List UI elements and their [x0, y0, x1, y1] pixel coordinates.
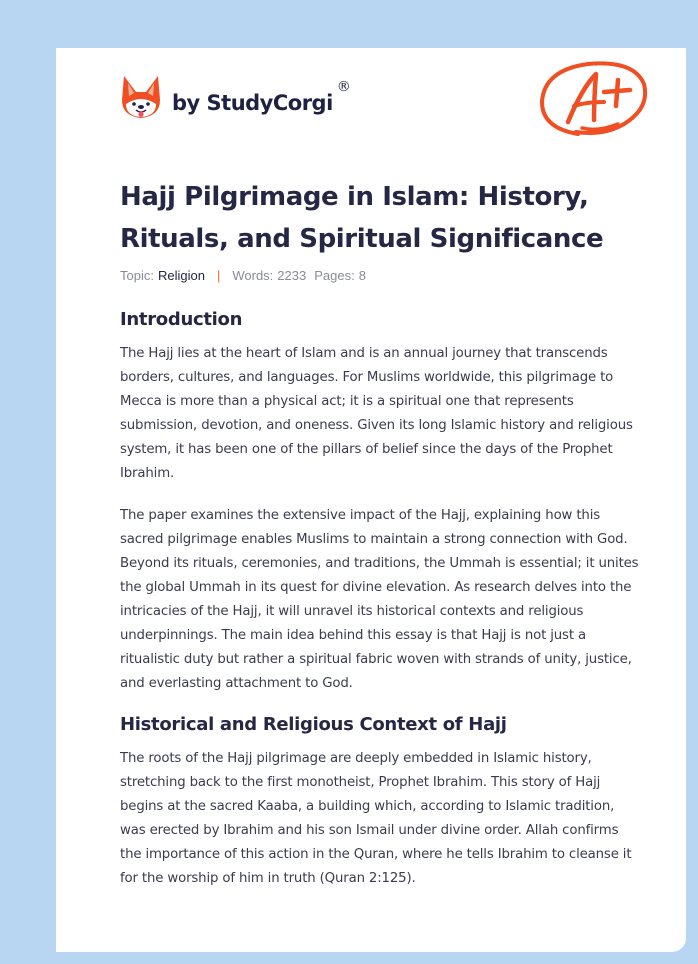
- studycorgi-logo[interactable]: [120, 74, 351, 120]
- registered-mark: ®: [336, 79, 351, 95]
- a-plus-grade-icon: [538, 58, 650, 140]
- pages-label: Pages:: [314, 268, 355, 283]
- topic-link[interactable]: Religion: [157, 268, 205, 283]
- page-title: Hajj Pilgrimage in Islam: History, Rituals, and Spiritual Significance: [120, 182, 604, 254]
- article-meta: [120, 268, 640, 283]
- topic-label: Topic:: [120, 268, 154, 283]
- corgi-logo-icon: [120, 74, 162, 120]
- document-card: [56, 48, 686, 952]
- header: [56, 48, 686, 158]
- words-count: 2233: [277, 268, 307, 283]
- paragraph: The paper examines the extensive impact of the Hajj, explaining how this sacred pilgrimage enables Muslims to maintain a strong connection with God. Beyond its rituals, ceremonies, and traditions, the Ummah is essential; it unites the global Ummah in its quest for divine elevation. As research delves into the intricacies of the Hajj, it will unravel its historical contexts and religious underpinnings. The main idea behind this essay is that Hajj is not just a ritualistic duty but rather a spiritual fabric woven with strands of unity, justice, and everlasting attachment to God.: [120, 508, 639, 691]
- paragraph: The roots of the Hajj pilgrimage are deeply embedded in Islamic history, stretching back to the first monotheist, Prophet Ibrahim. This story of Hajj begins at the sacred Kaaba, a building which, according to Islamic tradition, was erected by Ibrahim and his son Ismail under divine order. Allah confirms the importance of this action in the Quran, where he tells Ibrahim to cleanse it for the worship of him in truth (Quran 2:125).: [120, 751, 632, 886]
- section-heading-historical-context: Historical and Religious Context of Hajj: [120, 714, 507, 735]
- logo-text: by StudyCorgi: [172, 91, 333, 115]
- meta-separator: |: [216, 268, 221, 283]
- article: [120, 176, 640, 891]
- words-label: Words:: [232, 268, 274, 283]
- paragraph: The Hajj lies at the heart of Islam and is an annual journey that transcends borders, cultures, and languages. For Muslims worldwide, this pilgrimage to Mecca is more than a physical act; it is a spiritual one that represents submission, devotion, and oneness. Given its long Islamic history and religious system, it has been one of the pillars of belief since the days of the Prophet Ibrahim.: [120, 346, 633, 481]
- section-heading-introduction: Introduction: [120, 309, 243, 330]
- pages-count: 8: [358, 268, 366, 283]
